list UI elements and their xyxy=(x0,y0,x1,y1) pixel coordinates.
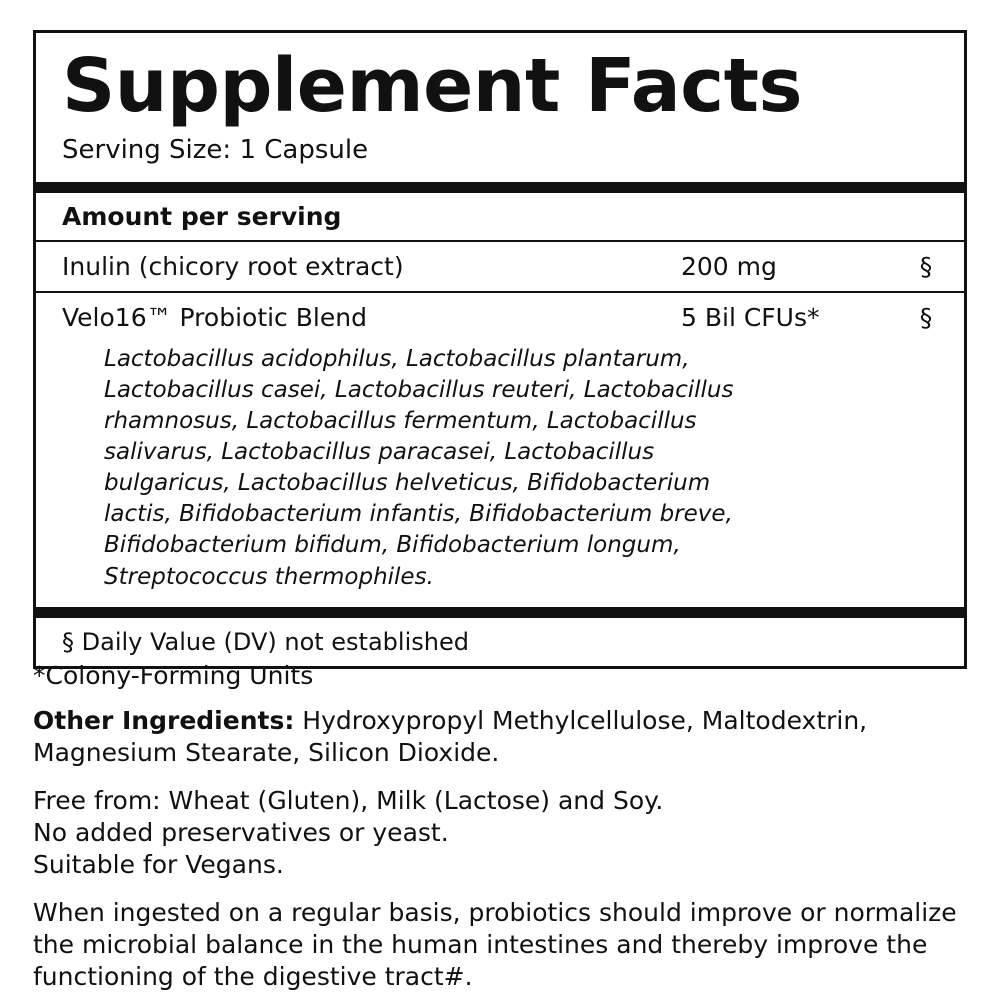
free-from-line: Suitable for Vegans. xyxy=(33,849,284,879)
probiotic-strain-list: Lactobacillus acidophilus, Lactobacillus plantarum, Lactobacillus casei, Lactobacillus reuteri, Lactobacillus rhamnosus, Lactobacillus fermentum, Lactobacillus salivarus, Lactobacillus paracasei, Lactobacillus bulgaricus, Lactobacillus helveticus, Bifidobacterium lactis, Bifidobacterium infantis, Bifidobacterium breve, Bifidobacterium bifidum, Bifidobacterium longum, Streptococcus thermophiles. xyxy=(104,346,734,590)
other-ingredients-value: Hydroxypropyl Methylcellulose, Maltodextrin, Magnesium Stearate, Silicon Dioxide. xyxy=(33,705,868,767)
nutrient-name: Inulin (chicory root extract) xyxy=(62,252,404,282)
below-panel-notes xyxy=(33,660,973,993)
free-from-block xyxy=(33,785,973,897)
closing-statement: When ingested on a regular basis, probiotics should improve or normalize the microbial balance in the human intestines and thereby improve the functioning of the digestive tract#. xyxy=(33,897,957,991)
cfu-footnote: *Colony-Forming Units xyxy=(33,661,314,690)
nutrient-row-probiotic-blend xyxy=(36,293,964,342)
free-from-line: No added preservatives or yeast. xyxy=(33,817,449,847)
nutrient-name: Velo16™ Probiotic Blend xyxy=(62,303,367,333)
divider-thick-bottom xyxy=(36,607,964,618)
free-from-line: Free from: Wheat (Gluten), Milk (Lactose) and Soy. xyxy=(33,785,664,815)
supplement-facts-panel xyxy=(33,30,967,669)
nutrient-amount: 200 mg xyxy=(681,252,777,282)
amount-per-serving-header: Amount per serving xyxy=(62,202,342,232)
panel-title: Supplement Facts xyxy=(62,43,803,129)
nutrient-daily-value: § xyxy=(919,252,933,282)
serving-size-text: Serving Size: 1 Capsule xyxy=(62,135,369,165)
other-ingredients-label: Other Ingredients: xyxy=(33,705,295,735)
divider-thick-top xyxy=(36,182,964,193)
nutrient-row-inulin xyxy=(36,242,964,291)
daily-value-footnote: § Daily Value (DV) not established xyxy=(62,627,469,656)
nutrient-daily-value: § xyxy=(919,303,933,333)
nutrient-amount: 5 Bil CFUs* xyxy=(681,303,820,333)
other-ingredients xyxy=(33,705,973,785)
